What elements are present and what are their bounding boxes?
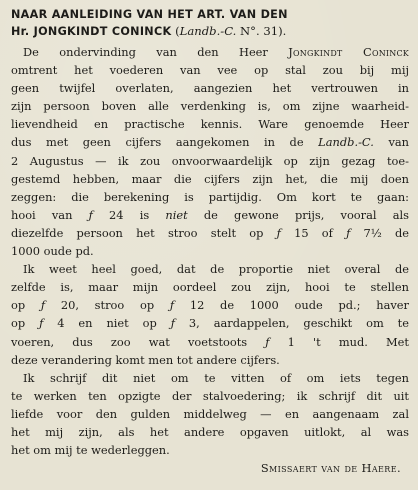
article-line: het om mij te wederleggen. [11,443,170,458]
article-line: zeggen: die berekening is partijdig. Om kort te gaan: [11,189,409,204]
article-line: te werken ten opzigte der stalvoedering; ik schrijf dit uit [11,388,409,403]
article-body [11,43,409,459]
article-line: dus met geen cijfers aangekomen in de Landb.-C. van [11,135,410,150]
article-line: diezelfde persoon het stroo stelt op ƒ 15 of ƒ 7½ de [11,225,410,240]
heading-ref-open: ( [171,24,180,38]
heading-line-2 [11,23,409,40]
article-line: deze verandering komt men tot andere cijfers. [11,352,280,367]
heading-ref-number: N°. 31). [236,24,287,38]
article-line: De ondervinding van den Heer Jongkindt Coninck [23,45,409,59]
heading-line-1: NAAR AANLEIDING VAN HET ART. VAN DEN [11,8,288,21]
article-line: zijn persoon boven alle verdenking is, om zijne waarheid- [11,99,409,114]
heading-ref-journal: Landb.-C. [179,24,237,38]
article-line: Ik weet heel goed, dat de proportie niet overal de [23,262,409,277]
article-line: het mij zijn, als het andere opgaven uitlokt, al was [11,424,409,439]
article-line: 2 Augustus — ik zou onvoorwaardelijk op zijn gezag toe- [11,153,409,168]
signature: Smissaert van de Haere. [260,461,401,476]
article-line: Ik schrijf dit niet om te vitten of om iets tegen [23,370,409,385]
article-line: geen twijfel overlaten, aangezien het vertrouwen in [11,81,409,96]
article-line: voeren, dus zoo wat voetstoots ƒ 1 't mud. Met [11,334,409,349]
article-line: lievendheid en practische kennis. Ware genoemde Heer [11,117,409,132]
article-line: zelfde is, maar mijn oordeel zou zijn, hooi te stellen [11,280,409,295]
article-line: hooi van ƒ 24 is niet de gewone prijs, vooral als [11,207,409,222]
article-heading [11,7,409,40]
article-line: op ƒ 4 en niet op ƒ 3, aardappelen, geschikt om te [11,316,409,331]
article-line: liefde voor den gulden middelweg — en aangenaam zal [11,406,409,421]
heading-subject: Hr. JONGKINDT CONINCK [11,25,172,38]
article-line: gestemd hebben, maar die cijfers zijn het, die mij doen [11,171,409,186]
article-line: op ƒ 20, stroo op ƒ 12 de 1000 oude pd.; haver [11,298,409,313]
article-line: omtrent het voederen van vee op stal zou bij mij [11,63,409,78]
heading-reference [171,24,286,38]
article-line: 1000 oude pd. [11,244,94,259]
